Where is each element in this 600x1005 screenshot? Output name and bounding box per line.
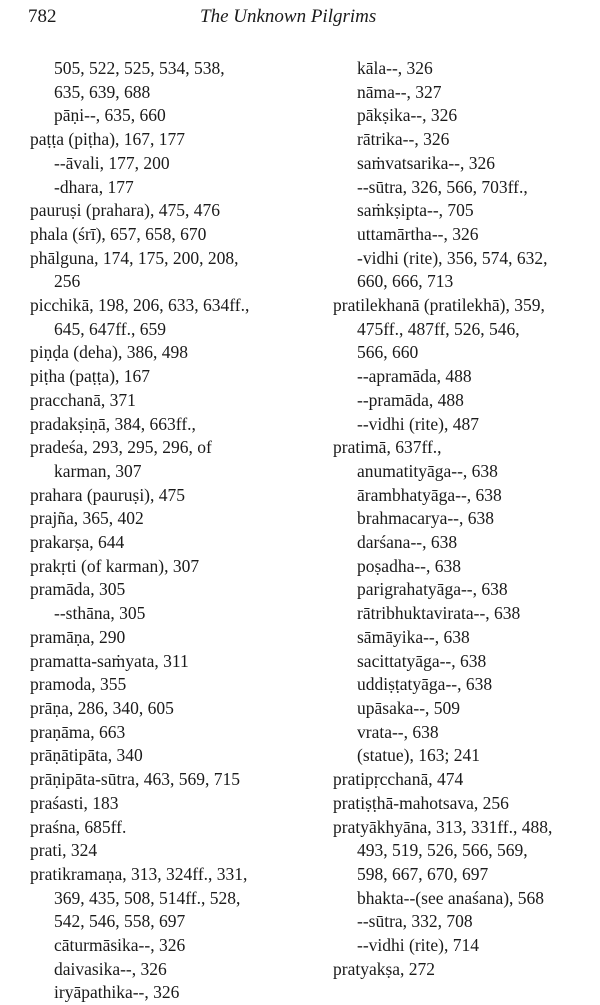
- index-entry: pratilekhanā (pratilekhā), 359,: [333, 295, 545, 316]
- index-entry: pratyākhyāna, 313, 331ff., 488,: [333, 816, 553, 837]
- running-title: The Unknown Pilgrims: [200, 6, 377, 27]
- index-subentry: saṁvatsarika--, 326: [357, 152, 496, 173]
- index-subentry: nāma--, 327: [357, 81, 442, 102]
- index-subentry: (statue), 163; 241: [357, 745, 480, 766]
- index-subentry: vrata--, 638: [357, 721, 439, 742]
- index-subentry: kāla--, 326: [357, 58, 433, 78]
- index-subentry: --vidhi (rite), 714: [357, 935, 479, 956]
- index-subentry: saṁkṣipta--, 705: [357, 200, 474, 221]
- index-entry: praṇāma, 663: [30, 721, 126, 742]
- index-subentry: daivasika--, 326: [54, 958, 167, 979]
- index-entry: pramāṇa, 290: [30, 626, 126, 647]
- index-subentry: -vidhi (rite), 356, 574, 632,: [357, 247, 548, 268]
- index-entry: pratimā, 637ff.,: [333, 437, 442, 458]
- index-entry: praśna, 685ff.: [30, 816, 127, 837]
- index-entry: prāṇātipāta, 340: [30, 745, 143, 766]
- index-entry: pramoda, 355: [30, 674, 127, 695]
- index-subentry: 598, 667, 670, 697: [357, 863, 489, 884]
- index-entry: praśasti, 183: [30, 792, 119, 813]
- index-entry: pratiṣṭhā-mahotsava, 256: [333, 792, 509, 813]
- index-entry: prahara (pauruṣi), 475: [30, 484, 186, 505]
- index-entry: prakarṣa, 644: [30, 532, 125, 553]
- index-subentry: uddiṣṭatyāga--, 638: [357, 674, 493, 695]
- index-subentry: pāṇi--, 635, 660: [54, 105, 166, 126]
- index-subentry: bhakta--(see anaśana), 568: [357, 887, 545, 908]
- index-subentry: uttamārtha--, 326: [357, 223, 479, 244]
- index-entry: phala (śrī), 657, 658, 670: [30, 223, 207, 244]
- index-entry: picchikā, 198, 206, 633, 634ff.,: [30, 295, 250, 316]
- page-header: [28, 6, 580, 30]
- index-subentry: brahmacarya--, 638: [357, 508, 495, 529]
- index-entry: phālguna, 174, 175, 200, 208,: [30, 247, 239, 268]
- index-entry: pramāda, 305: [30, 579, 126, 600]
- index-entry: pramatta-saṁyata, 311: [30, 650, 189, 671]
- index-subentry: --sūtra, 332, 708: [357, 911, 473, 932]
- index-entry: prajña, 365, 402: [30, 508, 144, 529]
- index-entry: pratyakṣa, 272: [333, 958, 436, 979]
- index-column-right: [333, 57, 595, 981]
- index-subentry: iryāpathika--, 326: [54, 982, 180, 1003]
- index-entry: prāṇipāta-sūtra, 463, 569, 715: [30, 769, 240, 790]
- index-subentry: 660, 666, 713: [357, 271, 454, 292]
- index-entry: pracchanā, 371: [30, 389, 136, 410]
- index-subentry: 475ff., 487ff, 526, 546,: [357, 318, 520, 339]
- index-subentry: anumatityāga--, 638: [357, 460, 498, 481]
- page-number: 782: [28, 6, 57, 27]
- index-subentry: -dhara, 177: [54, 176, 134, 197]
- index-subentry: parigrahatyāga--, 638: [357, 579, 508, 600]
- index-entry: pratikramaṇa, 313, 324ff., 331,: [30, 863, 248, 884]
- index-subentry: --sūtra, 326, 566, 703ff.,: [357, 176, 528, 197]
- index-subentry: 635, 639, 688: [54, 81, 151, 102]
- index-subentry: cāturmāsika--, 326: [54, 935, 186, 956]
- index-subentry: --sthāna, 305: [54, 603, 146, 624]
- index-subentry: 369, 435, 508, 514ff., 528,: [54, 887, 241, 908]
- index-subentry: rātrika--, 326: [357, 129, 450, 150]
- index-column-left: [30, 57, 305, 1005]
- index-subentry: 566, 660: [357, 342, 419, 363]
- index-subentry: --pramāda, 488: [357, 389, 464, 410]
- index-subentry: 645, 647ff., 659: [54, 318, 166, 339]
- index-subentry: ārambhatyāga--, 638: [357, 484, 502, 505]
- index-entry: piṭha (paṭṭa), 167: [30, 366, 151, 387]
- index-entry: pratipṛcchanā, 474: [333, 769, 464, 790]
- index-subentry: 256: [54, 271, 81, 292]
- index-subentry: sāmāyika--, 638: [357, 626, 470, 647]
- index-subentry: 505, 522, 525, 534, 538,: [54, 58, 225, 78]
- index-subentry: poṣadha--, 638: [357, 555, 462, 576]
- index-subentry: upāsaka--, 509: [357, 697, 461, 718]
- index-subentry: darśana--, 638: [357, 532, 458, 553]
- index-subentry: karman, 307: [54, 460, 142, 481]
- index-subentry: --vidhi (rite), 487: [357, 413, 479, 434]
- index-entry: pradakṣiṇā, 384, 663ff.,: [30, 413, 196, 434]
- index-entry: prāṇa, 286, 340, 605: [30, 697, 174, 718]
- index-entry: piṇḍa (deha), 386, 498: [30, 342, 188, 363]
- index-entry: pradeśa, 293, 295, 296, of: [30, 437, 212, 458]
- index-entry: prakṛti (of karman), 307: [30, 555, 200, 576]
- index-subentry: --āvali, 177, 200: [54, 152, 170, 173]
- index-subentry: 542, 546, 558, 697: [54, 911, 186, 932]
- index-subentry: --apramāda, 488: [357, 366, 472, 387]
- index-subentry: 493, 519, 526, 566, 569,: [357, 840, 528, 861]
- index-entry: paṭṭa (piṭha), 167, 177: [30, 129, 186, 150]
- index-subentry: rātribhuktavirata--, 638: [357, 603, 521, 624]
- index-entry: prati, 324: [30, 840, 98, 861]
- index-subentry: sacittatyāga--, 638: [357, 650, 487, 671]
- index-subentry: pākṣika--, 326: [357, 105, 458, 126]
- index-entry: pauruṣi (prahara), 475, 476: [30, 200, 221, 221]
